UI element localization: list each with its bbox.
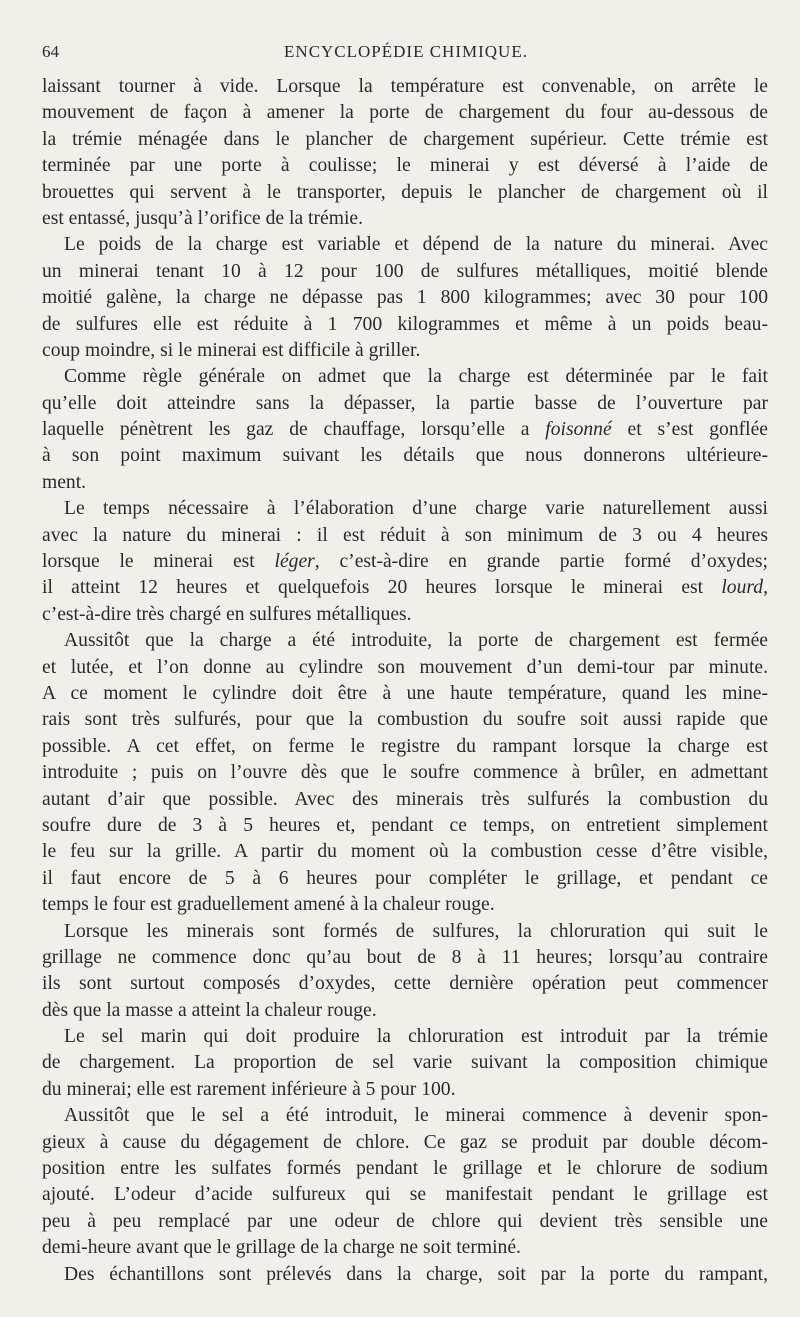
text-line: Des échantillons sont prélevés dans la charge, soit par la porte du rampant, (64, 1263, 768, 1285)
text-line: gieux à cause du dégagement de chlore. Ce gaz se produit par double décom- (42, 1131, 768, 1153)
text-line: Le sel marin qui doit produire la chloruration est introduit par la trémie (64, 1026, 768, 1048)
text-line: dès que la masse a atteint la chaleur rouge. (42, 999, 377, 1021)
italic-term: lourd (721, 577, 764, 599)
paragraph (42, 919, 768, 1025)
text-line: qu’elle doit atteindre sans la dépasser, la partie basse de l’ouverture par (42, 392, 768, 414)
text-line: ment. (42, 471, 87, 493)
paragraph (42, 1024, 768, 1103)
text-line: avec la nature du minerai : il est réduit à son minimum de 3 ou 4 heures (42, 524, 768, 546)
text-line: laquelle pénètrent les gaz de chauffage, lorsqu’elle a foisonné et s’est gonflée (42, 419, 768, 441)
text-line: à son point maximum suivant les détails que nous donnerons ultérieure- (42, 445, 768, 467)
text-line: de chargement. La proportion de sel varie suivant la composition chimique (42, 1052, 768, 1074)
text-line: du minerai; elle est rarement inférieure à 5 pour 100. (42, 1078, 456, 1100)
paragraph (42, 496, 768, 628)
text-line: rais sont très sulfurés, pour que la combustion du soufre soit aussi rapide que (42, 709, 768, 731)
text-line: position entre les sulfates formés pendant le grillage et le chlorure de sodium (42, 1158, 768, 1180)
text-line: peu à peu remplacé par une odeur de chlore qui devient très sensible une (42, 1210, 768, 1232)
paragraph (42, 364, 768, 496)
text-line: Le poids de la charge est variable et dépend de la nature du minerai. Avec (64, 234, 768, 256)
text-line: Comme règle générale on admet que la charge est déterminée par le fait (64, 366, 768, 388)
text-line: temps le four est graduellement amené à la chaleur rouge. (42, 894, 495, 916)
italic-term: léger (274, 551, 315, 573)
text-line: ils sont surtout composés d’oxydes, cette dernière opération peut commencer (42, 973, 768, 995)
text-line: la trémie ménagée dans le plancher de chargement supérieur. Cette trémie est (42, 128, 768, 150)
text-line: demi-heure avant que le grillage de la charge ne soit terminé. (42, 1237, 521, 1259)
text-line: un minerai tenant 10 à 12 pour 100 de sulfures métalliques, moitié blende (42, 260, 768, 282)
text-line: terminée par une porte à coulisse; le minerai y est déversé à l’aide de (42, 155, 768, 177)
text-line: lorsque le minerai est léger, c’est-à-dire en grande partie formé d’oxydes; (42, 551, 768, 573)
paragraph (42, 1103, 768, 1261)
body-text (42, 74, 768, 1288)
paragraph (42, 74, 768, 232)
text-line: mouvement de façon à amener la porte de chargement du four au-dessous de (42, 102, 768, 124)
paragraph (42, 1262, 768, 1288)
paragraph (42, 628, 768, 918)
text-line: le feu sur la grille. A partir du moment où la combustion cesse d’être visible, (42, 841, 768, 863)
text-line: brouettes qui servent à le transporter, depuis le plancher de chargement où il (42, 181, 768, 203)
text-line: de sulfures elle est réduite à 1 700 kilogrammes et même à un poids beau- (42, 313, 768, 335)
text-line: coup moindre, si le minerai est difficile à griller. (42, 339, 421, 361)
text-line: et lutée, et l’on donne au cylindre son mouvement d’un demi-tour par minute. (42, 656, 768, 678)
text-line: soufre dure de 3 à 5 heures et, pendant ce temps, on entretient simplement (42, 814, 768, 836)
text-line: Lorsque les minerais sont formés de sulfures, la chloruration qui suit le (64, 920, 768, 942)
running-header (42, 40, 770, 64)
text-line: est entassé, jusqu’à l’orifice de la trémie. (42, 207, 363, 229)
text-line: ajouté. L’odeur d’acide sulfureux qui se manifestait pendant le grillage est (42, 1184, 768, 1206)
text-line: il atteint 12 heures et quelquefois 20 heures lorsque le minerai est lourd, (42, 577, 768, 599)
text-line: Le temps nécessaire à l’élaboration d’une charge varie naturellement aussi (64, 498, 768, 520)
text-line: possible. A cet effet, on ferme le registre du rampant lorsque la charge est (42, 735, 768, 757)
text-line: il faut encore de 5 à 6 heures pour compléter le grillage, et pendant ce (42, 867, 768, 889)
italic-term: foisonné (545, 419, 612, 441)
text-line: introduite ; puis on l’ouvre dès que le soufre commence à brûler, en admettant (42, 762, 768, 784)
text-line: autant d’air que possible. Avec des minerais très sulfurés la combustion du (42, 788, 768, 810)
page-number: 64 (42, 42, 59, 61)
text-line: c’est-à-dire très chargé en sulfures métalliques. (42, 603, 412, 625)
text-line: A ce moment le cylindre doit être à une haute température, quand les mine- (42, 682, 768, 704)
text-line: moitié galène, la charge ne dépasse pas 1 800 kilogrammes; avec 30 pour 100 (42, 287, 768, 309)
text-line: grillage ne commence donc qu’au bout de 8 à 11 heures; lorsqu’au contraire (42, 946, 768, 968)
text-line: Aussitôt que le sel a été introduit, le minerai commence à devenir spon- (64, 1105, 768, 1127)
paragraph (42, 232, 768, 364)
text-line: laissant tourner à vide. Lorsque la température est convenable, on arrête le (42, 76, 768, 97)
text-line: Aussitôt que la charge a été introduite, la porte de chargement est fermée (64, 630, 768, 652)
running-title: ENCYCLOPÉDIE CHIMIQUE. (284, 42, 528, 61)
